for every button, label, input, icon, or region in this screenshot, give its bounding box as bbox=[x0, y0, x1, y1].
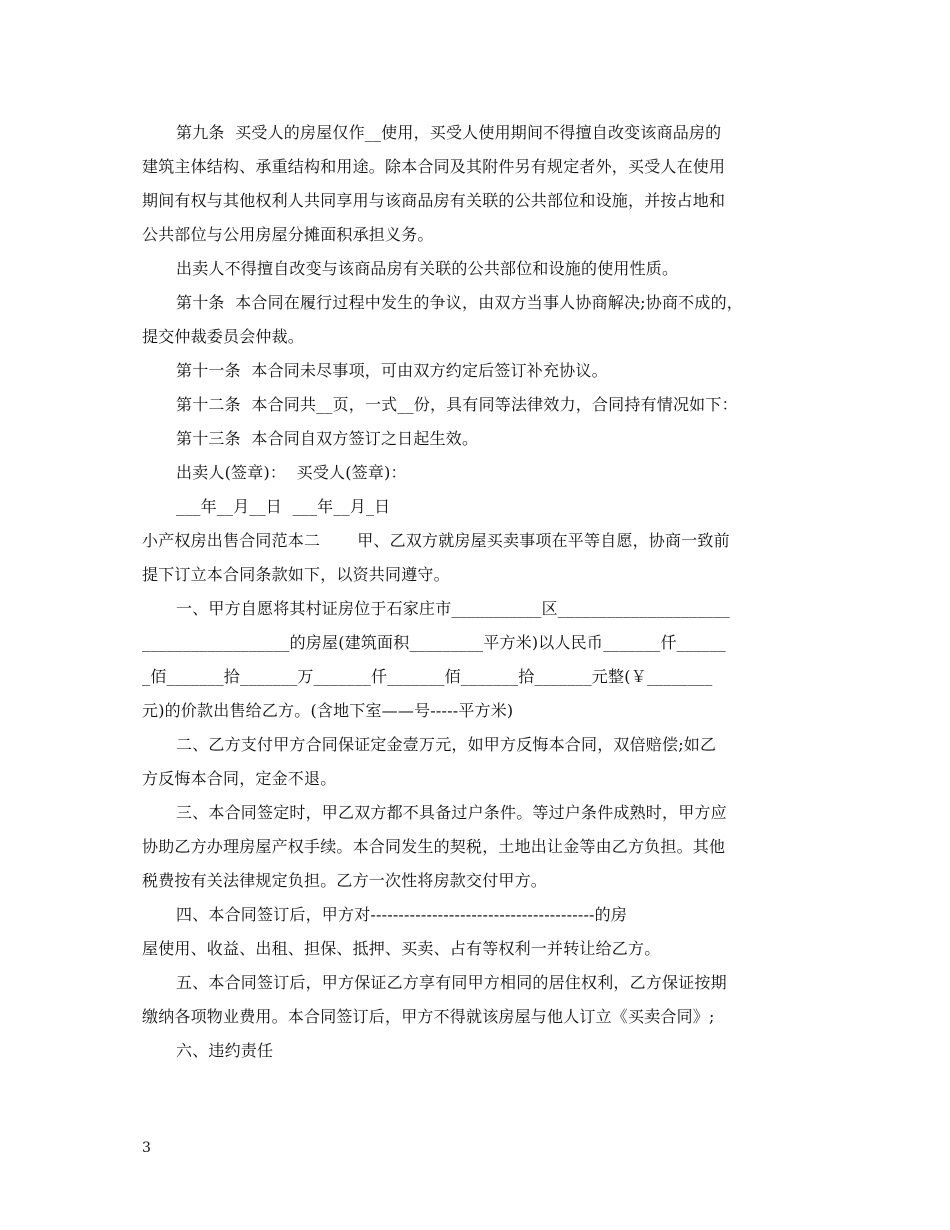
paragraph-line: 屋使用、收益、出租、担保、抵押、买卖、占有等权利一并转让给乙方。 bbox=[142, 939, 661, 958]
paragraph-line: 二、乙方支付甲方合同保证定金壹万元，如甲方反悔本合同，双倍赔偿;如乙 bbox=[176, 735, 717, 754]
paragraph-line: 第十条 本合同在履行过程中发生的争议，由双方当事人协商解决;协商不成的， bbox=[176, 293, 743, 312]
paragraph-line: 元)的价款出售给乙方。(含地下室——号-----平方米) bbox=[142, 701, 514, 720]
paragraph-line: 三、本合同签定时，甲乙双方都不具备过户条件。等过户条件成熟时，甲方应 bbox=[176, 803, 727, 822]
paragraph-line: _佰_______拾_______万_______仟_______佰_______拾_______元整(￥________ bbox=[142, 667, 713, 686]
paragraph-line: 缴纳各项物业费用。本合同签订后，甲方不得就该房屋与他人订立《买卖合同》; bbox=[142, 1007, 715, 1026]
paragraph-line: 五、本合同签订后，甲方保证乙方享有同甲方相同的居住权利，乙方保证按期 bbox=[176, 973, 727, 992]
paragraph-line: 建筑主体结构、承重结构和用途。除本合同及其附件另有规定者外，买受人在使用 bbox=[142, 157, 726, 176]
paragraph-line: 期间有权与其他权利人共同享用与该商品房有关联的公共部位和设施，并按占地和 bbox=[142, 191, 726, 210]
page-number: 3 bbox=[142, 1140, 151, 1156]
contract-text bbox=[142, 116, 814, 1068]
signature-line: 出卖人(签章)： 买受人(签章)： bbox=[176, 463, 407, 482]
paragraph-line: 出卖人不得擅自改变与该商品房有关联的公共部位和设施的使用性质。 bbox=[176, 259, 679, 278]
paragraph-line: 协助乙方办理房屋产权手续。本合同发生的契税，土地出让金等由乙方负担。其他 bbox=[142, 837, 726, 856]
paragraph-line: 小产权房出售合同范本二 甲、乙双方就房屋买卖事项在平等自愿，协商一致前 bbox=[142, 531, 730, 550]
paragraph-line: 一、甲方自愿将其村证房位于石家庄市___________区_____________________ bbox=[176, 599, 731, 618]
paragraph-line: 第十一条 本合同未尽事项，可由双方约定后签订补充协议。 bbox=[176, 361, 608, 380]
paragraph-line: 第十三条 本合同自双方签订之日起生效。 bbox=[176, 429, 479, 448]
paragraph-line: 第九条 买受人的房屋仅作__使用，买受人使用期间不得擅自改变该商品房的 bbox=[176, 123, 722, 142]
section-heading: 六、违约责任 bbox=[176, 1041, 274, 1060]
paragraph-line: 公共部位与公用房屋分摊面积承担义务。 bbox=[142, 225, 434, 244]
paragraph-line: 税费按有关法律规定负担。乙方一次性将房款交付甲方。 bbox=[142, 871, 548, 890]
paragraph-line: __________________的房屋(建筑面积_________平方米)以人民币_______仟______ bbox=[142, 633, 726, 652]
paragraph-line: 第十二条 本合同共__页，一式__份，具有同等法律效力，合同持有情况如下： bbox=[176, 395, 738, 414]
paragraph-line: 四、本合同签订后，甲方对----------------------------------------的房 bbox=[176, 905, 628, 924]
date-line: ___年__月__日 ___年__月_日 bbox=[176, 497, 391, 516]
paragraph-line: 提交仲裁委员会仲裁。 bbox=[142, 327, 305, 346]
paragraph-line: 方反悔本合同，定金不退。 bbox=[142, 769, 337, 788]
paragraph-line: 提下订立本合同条款如下，以资共同遵守。 bbox=[142, 565, 450, 584]
